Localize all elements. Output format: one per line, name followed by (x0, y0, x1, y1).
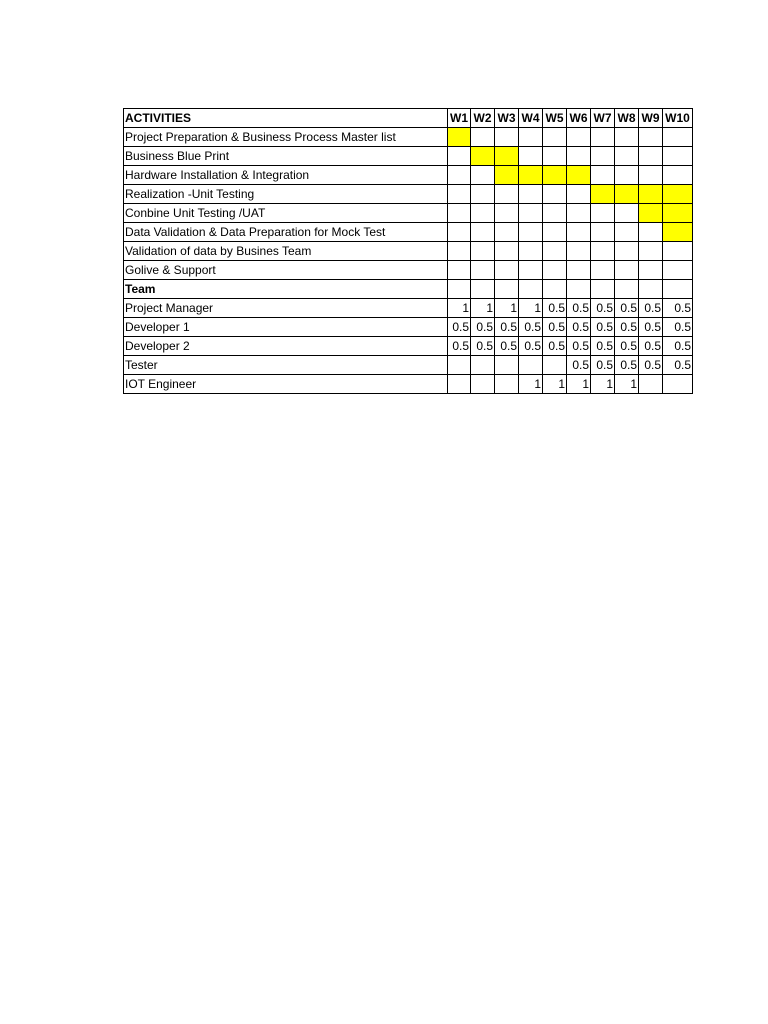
schedule-empty-cell (519, 185, 543, 204)
schedule-empty-cell (567, 185, 591, 204)
week-header-cell: W8 (615, 109, 639, 128)
team-header-row (124, 280, 693, 299)
allocation-cell (471, 356, 495, 375)
allocation-cell (543, 356, 567, 375)
activity-row (124, 185, 693, 204)
schedule-empty-cell (543, 147, 567, 166)
allocation-cell: 0.5 (615, 356, 639, 375)
activity-row (124, 147, 693, 166)
schedule-empty-cell (639, 147, 663, 166)
team-member-row (124, 299, 693, 318)
schedule-bar-cell (543, 166, 567, 185)
schedule-empty-cell (448, 204, 471, 223)
empty-cell (543, 280, 567, 299)
schedule-empty-cell (567, 128, 591, 147)
allocation-cell: 1 (471, 299, 495, 318)
schedule-empty-cell (639, 223, 663, 242)
week-header-cell: W2 (471, 109, 495, 128)
empty-cell (471, 280, 495, 299)
allocation-cell (495, 375, 519, 394)
activity-name-cell: Hardware Installation & Integration (124, 166, 448, 185)
allocation-cell: 0.5 (639, 299, 663, 318)
activity-name-cell: Realization -Unit Testing (124, 185, 448, 204)
allocation-cell: 1 (519, 299, 543, 318)
team-member-row (124, 375, 693, 394)
allocation-cell: 0.5 (663, 318, 693, 337)
allocation-cell: 0.5 (519, 318, 543, 337)
allocation-cell: 1 (495, 299, 519, 318)
schedule-empty-cell (448, 185, 471, 204)
allocation-cell: 0.5 (663, 356, 693, 375)
schedule-empty-cell (471, 242, 495, 261)
schedule-empty-cell (519, 128, 543, 147)
schedule-empty-cell (663, 147, 693, 166)
schedule-empty-cell (519, 242, 543, 261)
schedule-empty-cell (543, 185, 567, 204)
allocation-cell: 1 (519, 375, 543, 394)
team-member-row (124, 356, 693, 375)
allocation-cell (448, 375, 471, 394)
schedule-empty-cell (615, 242, 639, 261)
activity-name-cell: Project Preparation & Business Process Master list (124, 128, 448, 147)
allocation-cell: 0.5 (615, 299, 639, 318)
allocation-cell: 0.5 (591, 356, 615, 375)
schedule-empty-cell (591, 223, 615, 242)
allocation-cell: 0.5 (615, 318, 639, 337)
allocation-cell: 0.5 (591, 318, 615, 337)
schedule-empty-cell (615, 261, 639, 280)
schedule-bar-cell (663, 204, 693, 223)
empty-cell (639, 280, 663, 299)
allocation-cell: 1 (615, 375, 639, 394)
activity-name-cell: Business Blue Print (124, 147, 448, 166)
week-header-cell: W4 (519, 109, 543, 128)
team-role-cell: Tester (124, 356, 448, 375)
schedule-bar-cell (495, 147, 519, 166)
allocation-cell (639, 375, 663, 394)
schedule-empty-cell (591, 204, 615, 223)
schedule-bar-cell (663, 185, 693, 204)
schedule-empty-cell (471, 261, 495, 280)
schedule-empty-cell (448, 223, 471, 242)
week-header-cell: W5 (543, 109, 567, 128)
allocation-cell: 0.5 (663, 337, 693, 356)
allocation-cell: 1 (543, 375, 567, 394)
empty-cell (663, 280, 693, 299)
schedule-empty-cell (591, 242, 615, 261)
team-member-row (124, 318, 693, 337)
schedule-empty-cell (567, 204, 591, 223)
schedule-empty-cell (519, 223, 543, 242)
schedule-empty-cell (543, 204, 567, 223)
activity-name-cell: Data Validation & Data Preparation for Mock Test (124, 223, 448, 242)
schedule-empty-cell (663, 261, 693, 280)
schedule-empty-cell (471, 166, 495, 185)
header-row (124, 109, 693, 128)
schedule-empty-cell (448, 147, 471, 166)
schedule-empty-cell (471, 204, 495, 223)
schedule-empty-cell (615, 166, 639, 185)
allocation-cell: 0.5 (543, 337, 567, 356)
schedule-bar-cell (471, 147, 495, 166)
team-role-cell: IOT Engineer (124, 375, 448, 394)
allocation-cell: 0.5 (663, 299, 693, 318)
schedule-empty-cell (495, 223, 519, 242)
schedule-empty-cell (495, 242, 519, 261)
allocation-cell: 0.5 (639, 337, 663, 356)
schedule-empty-cell (639, 261, 663, 280)
empty-cell (448, 280, 471, 299)
schedule-empty-cell (543, 242, 567, 261)
schedule-empty-cell (591, 166, 615, 185)
table-body (124, 109, 693, 394)
activity-name-cell: Validation of data by Busines Team (124, 242, 448, 261)
activity-name-cell: Golive & Support (124, 261, 448, 280)
activity-row (124, 223, 693, 242)
allocation-cell: 0.5 (471, 318, 495, 337)
allocation-cell: 0.5 (543, 299, 567, 318)
schedule-empty-cell (519, 261, 543, 280)
team-role-cell: Project Manager (124, 299, 448, 318)
schedule-empty-cell (591, 261, 615, 280)
schedule-empty-cell (495, 204, 519, 223)
schedule-empty-cell (567, 242, 591, 261)
empty-cell (615, 280, 639, 299)
allocation-cell: 1 (591, 375, 615, 394)
schedule-empty-cell (663, 166, 693, 185)
allocation-cell: 0.5 (591, 337, 615, 356)
allocation-cell (495, 356, 519, 375)
allocation-cell: 0.5 (567, 337, 591, 356)
project-schedule-table (123, 108, 693, 394)
allocation-cell (448, 356, 471, 375)
schedule-empty-cell (519, 204, 543, 223)
allocation-cell: 0.5 (495, 337, 519, 356)
week-header-cell: W9 (639, 109, 663, 128)
schedule-empty-cell (519, 147, 543, 166)
allocation-cell: 0.5 (543, 318, 567, 337)
week-header-cell: W3 (495, 109, 519, 128)
team-header-cell: Team (124, 280, 448, 299)
allocation-cell: 0.5 (639, 356, 663, 375)
schedule-empty-cell (615, 204, 639, 223)
empty-cell (567, 280, 591, 299)
allocation-cell: 0.5 (471, 337, 495, 356)
schedule-empty-cell (543, 128, 567, 147)
schedule-bar-cell (591, 185, 615, 204)
schedule-bar-cell (615, 185, 639, 204)
schedule-empty-cell (471, 185, 495, 204)
schedule-empty-cell (591, 147, 615, 166)
schedule-bar-cell (567, 166, 591, 185)
schedule-empty-cell (567, 261, 591, 280)
team-role-cell: Developer 2 (124, 337, 448, 356)
schedule-empty-cell (543, 223, 567, 242)
week-header-cell: W1 (448, 109, 471, 128)
allocation-cell (519, 356, 543, 375)
activity-row (124, 242, 693, 261)
week-header-cell: W7 (591, 109, 615, 128)
empty-cell (495, 280, 519, 299)
allocation-cell: 0.5 (495, 318, 519, 337)
schedule-empty-cell (567, 223, 591, 242)
schedule-bar-cell (639, 185, 663, 204)
schedule-bar-cell (448, 128, 471, 147)
week-header-cell: W10 (663, 109, 693, 128)
schedule-empty-cell (639, 166, 663, 185)
schedule-bar-cell (495, 166, 519, 185)
schedule-bar-cell (639, 204, 663, 223)
team-role-cell: Developer 1 (124, 318, 448, 337)
allocation-cell: 0.5 (567, 299, 591, 318)
allocation-cell: 0.5 (567, 318, 591, 337)
schedule-empty-cell (495, 128, 519, 147)
schedule-empty-cell (663, 242, 693, 261)
activity-row (124, 261, 693, 280)
schedule-empty-cell (471, 223, 495, 242)
schedule-empty-cell (615, 223, 639, 242)
schedule-empty-cell (448, 242, 471, 261)
allocation-cell: 1 (567, 375, 591, 394)
allocation-cell: 0.5 (448, 318, 471, 337)
schedule-empty-cell (471, 128, 495, 147)
allocation-cell: 0.5 (567, 356, 591, 375)
schedule-empty-cell (448, 166, 471, 185)
schedule-empty-cell (615, 128, 639, 147)
schedule-empty-cell (615, 147, 639, 166)
schedule-empty-cell (448, 261, 471, 280)
team-member-row (124, 337, 693, 356)
allocation-cell: 0.5 (639, 318, 663, 337)
activity-row (124, 204, 693, 223)
allocation-cell (471, 375, 495, 394)
schedule-empty-cell (591, 128, 615, 147)
activity-name-cell: Conbine Unit Testing /UAT (124, 204, 448, 223)
allocation-cell: 0.5 (448, 337, 471, 356)
empty-cell (519, 280, 543, 299)
allocation-cell: 0.5 (519, 337, 543, 356)
allocation-cell: 0.5 (615, 337, 639, 356)
activities-header-cell: ACTIVITIES (124, 109, 448, 128)
activity-row (124, 166, 693, 185)
schedule-bar-cell (663, 223, 693, 242)
activity-row (124, 128, 693, 147)
schedule-empty-cell (663, 128, 693, 147)
allocation-cell: 0.5 (591, 299, 615, 318)
schedule-empty-cell (639, 242, 663, 261)
allocation-cell (663, 375, 693, 394)
schedule-empty-cell (567, 147, 591, 166)
week-header-cell: W6 (567, 109, 591, 128)
schedule-empty-cell (495, 185, 519, 204)
schedule-empty-cell (639, 128, 663, 147)
allocation-cell: 1 (448, 299, 471, 318)
schedule-empty-cell (495, 261, 519, 280)
empty-cell (591, 280, 615, 299)
schedule-empty-cell (543, 261, 567, 280)
schedule-bar-cell (519, 166, 543, 185)
